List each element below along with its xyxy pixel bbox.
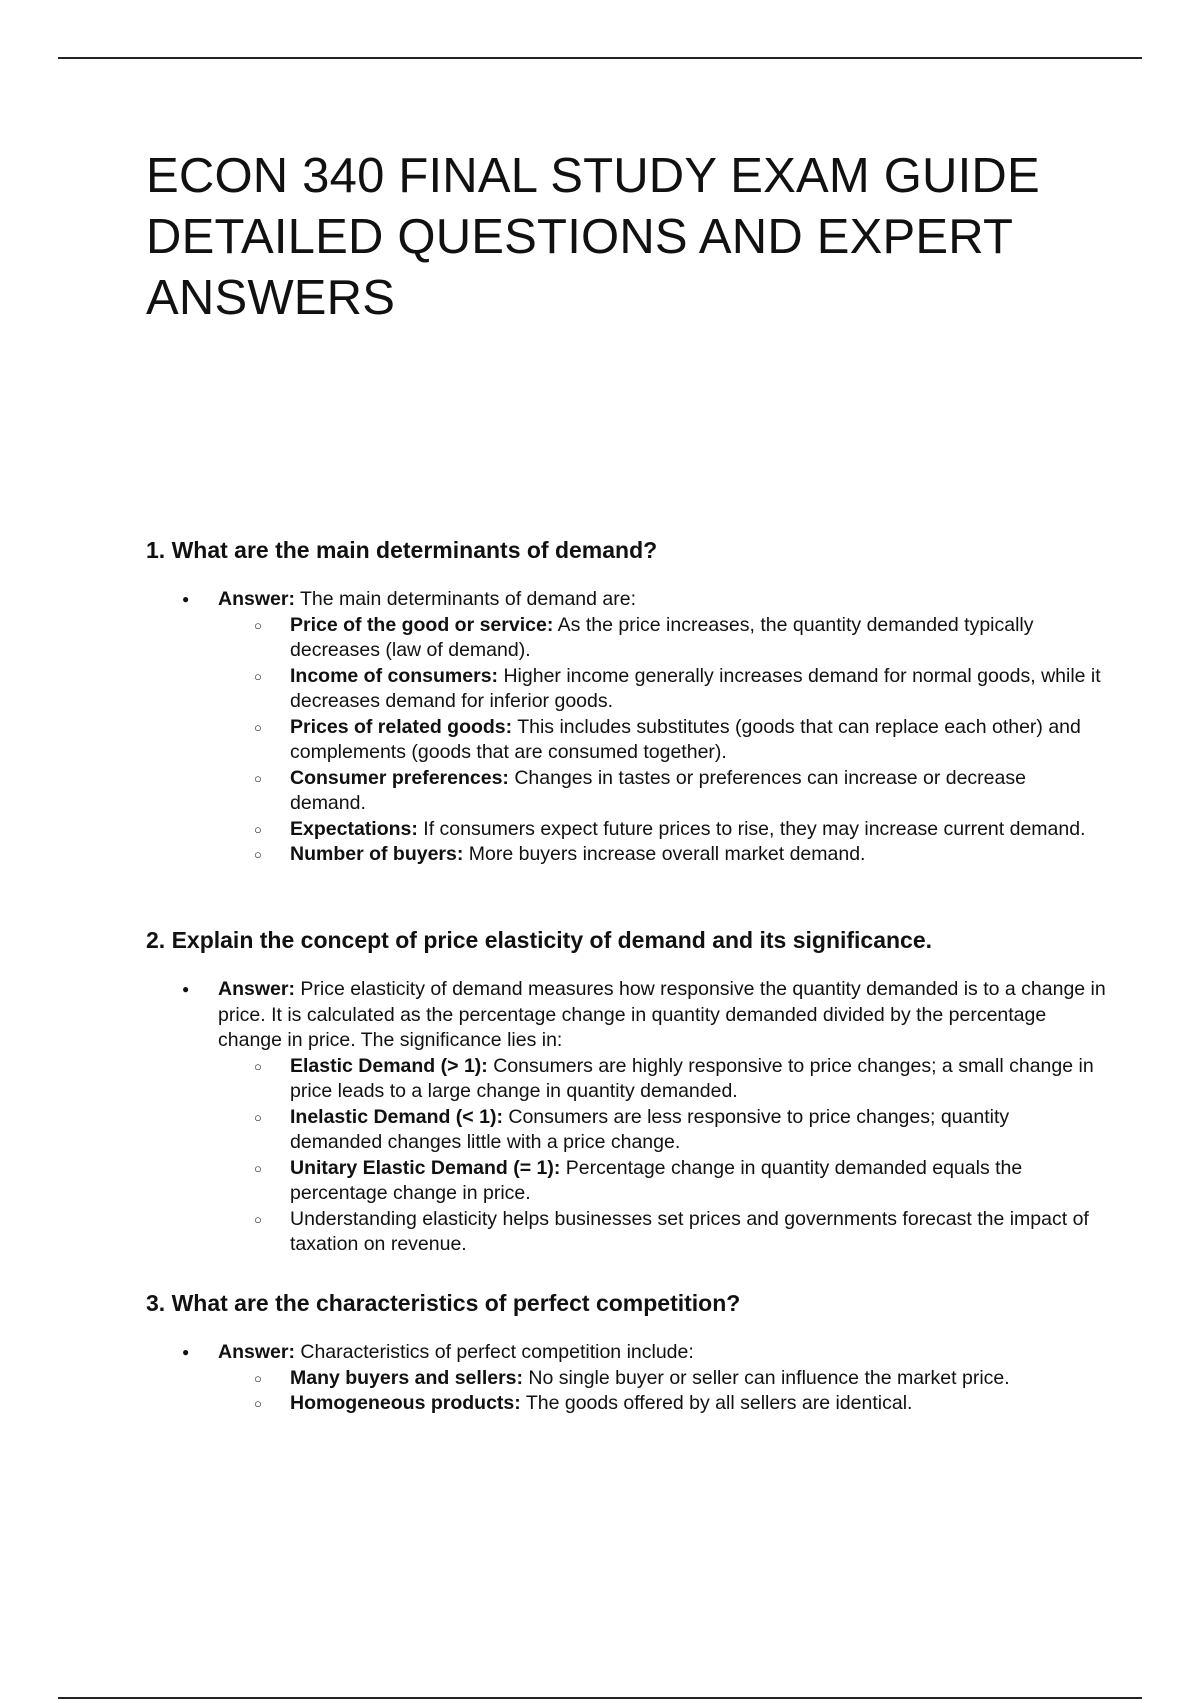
answer-list xyxy=(146,1340,1106,1417)
point-text: Percentage change in quantity demanded equals the percentage change in price. xyxy=(290,1156,1023,1204)
list-item xyxy=(218,1054,1106,1105)
question-2 xyxy=(146,925,1106,1258)
list-item xyxy=(218,613,1106,664)
answer-list xyxy=(146,587,1106,868)
point-label: Price of the good or service: xyxy=(290,613,554,636)
point-label: Income of consumers: xyxy=(290,664,499,687)
document-header xyxy=(146,146,1106,329)
bottom-divider xyxy=(58,1697,1142,1699)
answer-label: Answer: xyxy=(218,1341,295,1363)
point-text: If consumers expect future prices to rise, they may increase current demand. xyxy=(417,817,1086,840)
point-label: Number of buyers: xyxy=(290,843,464,865)
list-item xyxy=(218,1391,1106,1417)
point-label: Consumer preferences: xyxy=(290,766,509,789)
answer-points xyxy=(218,613,1106,868)
answer-list xyxy=(146,977,1106,1258)
point-label: Unitary Elastic Demand (= 1): xyxy=(290,1156,561,1179)
document-title: ECON 340 FINAL STUDY EXAM GUIDE DETAILED QUESTIONS AND EXPERT ANSWERS xyxy=(146,149,1040,325)
point-text: Higher income generally increases demand for normal goods, while it decreases demand for inferior goods. xyxy=(290,664,1101,712)
list-item xyxy=(218,1207,1106,1258)
point-text: No single buyer or seller can influence the market price. xyxy=(523,1366,1010,1389)
answer-item xyxy=(146,977,1106,1258)
point-label: Elastic Demand (> 1): xyxy=(290,1054,488,1077)
answer-text: The main determinants of demand are: xyxy=(294,588,637,610)
list-item xyxy=(218,1156,1106,1207)
question-heading: 2. Explain the concept of price elasticity of demand and its significance. xyxy=(146,927,933,953)
answer-text: Price elasticity of demand measures how responsive the quantity demanded is to a change in price. It is calculated as the percentage change in quantity demanded divided by the percentage change in price. The significance lies in: xyxy=(218,978,1106,1051)
answer-text: Characteristics of perfect competition include: xyxy=(294,1341,694,1363)
answer-item xyxy=(146,1340,1106,1417)
point-text: As the price increases, the quantity demanded typically decreases (law of demand). xyxy=(290,613,1034,661)
list-item xyxy=(218,766,1106,817)
answer-label: Answer: xyxy=(218,978,295,1000)
point-label: Many buyers and sellers: xyxy=(290,1366,524,1389)
answer-label: Answer: xyxy=(218,588,295,610)
point-text: Consumers are less responsive to price changes; quantity demanded changes little with a price change. xyxy=(290,1105,1010,1153)
answer-points xyxy=(218,1054,1106,1258)
question-3 xyxy=(146,1288,1106,1417)
point-text: More buyers increase overall market demand. xyxy=(463,843,866,865)
point-label: Inelastic Demand (< 1): xyxy=(290,1105,503,1128)
list-item xyxy=(218,1105,1106,1156)
list-item xyxy=(218,817,1106,843)
list-item xyxy=(218,715,1106,766)
point-text: Understanding elasticity helps businesses set prices and governments forecast the impact of taxation on revenue. xyxy=(290,1207,1089,1255)
top-divider xyxy=(58,57,1142,59)
question-heading: 1. What are the main determinants of demand? xyxy=(146,537,658,563)
answer-item xyxy=(146,587,1106,868)
question-1 xyxy=(146,535,1106,868)
point-label: Prices of related goods: xyxy=(290,715,513,738)
point-label: Expectations: xyxy=(290,817,418,840)
point-text: The goods offered by all sellers are identical. xyxy=(520,1392,913,1414)
point-text: Changes in tastes or preferences can increase or decrease demand. xyxy=(290,766,1026,814)
list-item xyxy=(218,842,1106,868)
point-text: Consumers are highly responsive to price changes; a small change in price leads to a large change in quantity demanded. xyxy=(290,1054,1094,1102)
question-heading: 3. What are the characteristics of perfect competition? xyxy=(146,1290,741,1316)
point-text: This includes substitutes (goods that can replace each other) and complements (goods that are consumed together). xyxy=(290,715,1081,763)
answer-points xyxy=(218,1366,1106,1417)
list-item xyxy=(218,1366,1106,1392)
point-label: Homogeneous products: xyxy=(290,1392,521,1414)
list-item xyxy=(218,664,1106,715)
